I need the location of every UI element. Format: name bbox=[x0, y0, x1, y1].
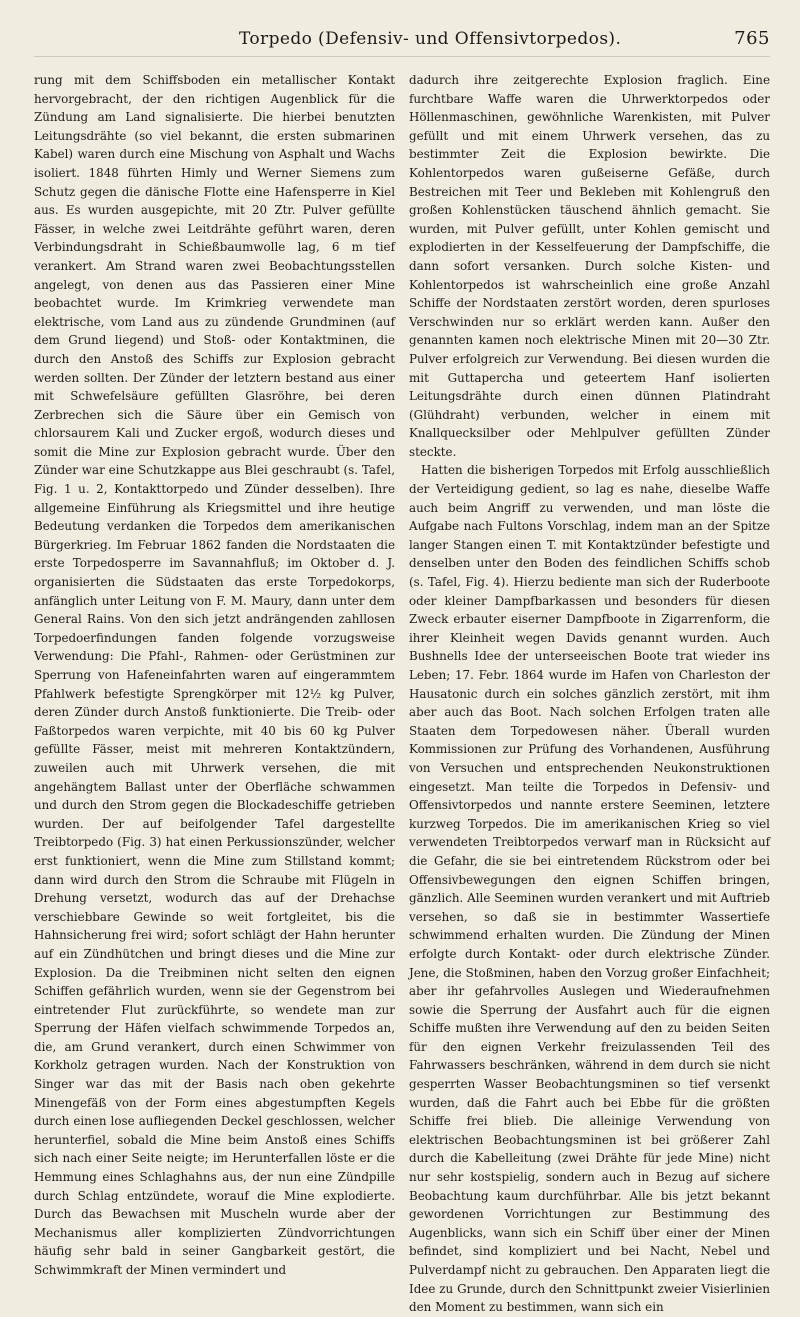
left-column bbox=[34, 71, 395, 1277]
paragraph: dadurch ihre zeitgerechte Explosion fraglich. Eine furchtbare Waffe waren die Uhrwerktorpedos oder Höllenmaschinen, gewöhnliche Warenkisten, mit Pulver gefüllt und mit einem Uhrwerk versehen, das zu bestimmter Zeit die Explosion bewirkte. Die Kohlentorpedos waren gußeiserne Gefäße, durch Bestreichen mit Teer und Bekleben mit Kohlengruß den großen Kohlenstücken täuschend ähnlich gemacht. Sie wurden, mit Pulver gefüllt, unter Kohlen gemischt und explodierten in der Kesselfeuerung der Dampfschiffe, die dann sofort versanken. Durch solche Kisten- und Kohlentorpedos ist wahrscheinlich eine große Anzahl Schiffe der Nordstaaten zerstört worden, deren spurloses Verschwinden nur so erklärt werden kann. Außer den genannten kamen noch elektrische Minen mit 20—30 Ztr. Pulver erfolgreich zur Verwendung. Bei diesen wurden die mit Guttapercha und geteertem Hanf isolierten Leitungsdrähte durch einen dünnen Platindraht (Glühdraht) verbunden, welcher in einem mit Knallquecksilber oder Mehlpulver gefüllten Zünder steckte. bbox=[409, 73, 770, 459]
page-header bbox=[34, 28, 770, 57]
text-columns bbox=[34, 71, 770, 1315]
paragraph: Hatten die bisherigen Torpedos mit Erfolg ausschließlich der Verteidigung gedient, so lag es nahe, dieselbe Waffe auch beim Angriff zu verwenden, und man löste die Aufgabe nach Fultons Vorschlag, indem man an der Spitze langer Stangen einen T. mit Kontaktzünder befestigte und denselben unter den Boden des feindlichen Schiffs schob (s. Tafel, Fig. 4). Hierzu bediente man sich der Ruderboote oder kleiner Dampfbarkassen und besonders für diesen Zweck erbauter eiserner Dampfboote in Zigarrenform, die ihrer Kleinheit wegen Davids genannt wurden. Auch Bushnells Idee der unterseeischen Boote trat wieder ins Leben; 17. Febr. 1864 wurde im Hafen von Charleston der Hausatonic durch ein solches gänzlich zerstört, mit ihm aber auch das Boot. Nach solchen Erfolgen traten alle Staaten dem Torpedowesen näher. Überall wurden Kommissionen zur Prüfung des Vorhandenen, Ausführung von Versuchen und entsprechenden Neukonstruktionen eingesetzt. Man teilte die Torpedos in Defensiv- und Offensivtorpedos und nannte erstere Seeminen, letztere kurzweg Torpedos. Die im amerikanischen Krieg so viel verwendeten Treibtorpedos verwarf man in Rücksicht auf die Gefahr, die sie bei eintretendem Rückstrom oder bei Offensivbewegungen den eignen Schiffen bringen, gänzlich. Alle Seeminen wurden verankert und mit Auftrieb versehen, so daß sie in bestimmter Wassertiefe schwimmend erhalten wurden. Die Zündung der Minen erfolgte durch Kontakt- oder durch elektrische Zünder. Jene, die Stoßminen, haben den Vorzug großer Einfachheit; aber ihr gefahrvolles Auslegen und Wiederaufnehmen sowie die Sperrung der Ausfahrt auch für die eignen Schiffe mußten ihre Verwendung auf den zu beiden Seiten für den eignen Verkehr freizulassenden Teil des Fahrwassers beschränken, während in dem durch sie nicht gesperrten Wasser Beobachtungsminen so tief versenkt wurden, daß die Fahrt auch bei Ebbe für die größten Schiffe frei blieb. Die alleinige Verwendung von elektrischen Beobachtungsminen ist bei größerer Zahl durch die Kabelleitung (zwei Drähte für jede Mine) nicht nur sehr kostspielig, sondern auch in Bezug auf sichere Beobachtung kaum durchführbar. Alle bis jetzt bekannt gewordenen Vorrichtungen zur Bestimmung des Augenblicks, wann sich ein Schiff über einer der Minen befindet, sind kompliziert und bei Nacht, Nebel und Pulverdampf nicht zu gebrauchen. Den Apparaten liegt die Idee zu Grunde, durch den Schnittpunkt zweier Visierlinien den Moment zu bestimmen, wann sich ein bbox=[409, 463, 770, 1315]
page-number: 765 bbox=[734, 28, 770, 49]
running-head: Torpedo (Defensiv- und Offensivtorpedos). bbox=[239, 29, 622, 49]
paragraph: rung mit dem Schiffsboden ein metallischer Kontakt hervorgebracht, der den richtigen Augenblick für die Zündung am Land signalisierte. Die hierbei benutzten Leitungsdrähte (so viel bekannt, die ersten submarinen Kabel) waren durch eine Mischung von Asphalt und Wachs isoliert. 1848 führten Himly und Werner Siemens zum Schutz gegen die dänische Flotte eine Hafensperre in Kiel aus. Es wurden ausgepichte, mit 20 Ztr. Pulver gefüllte Fässer, in welche zwei Leitdrähte geführt waren, deren Verbindungsdraht in Schießbaumwolle lag, 6 m tief verankert. Am Strand waren zwei Beobachtungsstellen angelegt, von denen aus das Passieren einer Mine beobachtet wurde. Im Krimkrieg verwendete man elektrische, vom Land aus zu zündende Grundminen (auf dem Grund liegend) und Stoß- oder Kontaktminen, die durch den Anstoß des Schiffs zur Explosion gebracht werden sollten. Der Zünder der letztern bestand aus einer mit Schwefelsäure gefüllten Glasröhre, bei deren Zerbrechen sich die Säure über ein Gemisch von chlorsaurem Kali und Zucker ergoß, wodurch dieses und somit die Mine zur Explosion gebracht wurde. Über den Zünder war eine Schutzkappe aus Blei geschraubt (s. Tafel, Fig. 1 u. 2, Kontakttorpedo und Zünder desselben). Ihre allgemeine Einführung als Kriegsmittel und ihre heutige Bedeutung verdanken die Torpedos dem amerikanischen Bürgerkrieg. Im Februar 1862 fanden die Nordstaaten die erste Torpedosperre im Savannahfluß; im Oktober d. J. organisierten die Südstaaten das erste Torpedokorps, anfänglich unter Leitung von F. M. Maury, dann unter dem General Rains. Von den sich jetzt andrängenden zahllosen Torpedoerfindungen fanden folgende vorzugsweise Verwendung: Die Pfahl-, Rahmen- oder Gerüstminen zur Sperrung von Hafeneinfahrten waren auf eingerammtem Pfahlwerk befestigte Sprengkörper mit 12½ kg Pulver, deren Zünder durch Anstoß funktionierte. Die Treib- oder Faßtorpedos waren verpichte, mit 40 bis 60 kg Pulver gefüllte Fässer, meist mit mehreren Kontaktzündern, zuweilen auch mit Uhrwerk versehen, die mit angehängtem Ballast unter der Oberfläche schwammen und durch den Strom gegen die Blockadeschiffe getrieben wurden. Der auf beifolgender Tafel dargestellte Treibtorpedo (Fig. 3) hat einen Perkussionszünder, welcher erst funktioniert, wenn die Mine zum Stillstand kommt; dann wird durch den Strom die Schraube mit Flügeln in Drehung versetzt, wodurch das auf der Drehachse verschiebbare Gewinde so weit fortgleitet, bis die Hahnsicherung frei wird; sofort schlägt der Hahn herunter auf ein Zündhütchen und bringt dieses und die Mine zur Explosion. Da die Treibminen nicht selten den eignen Schiffen gefährlich wurden, wenn sie der Gegenstrom bei eintretender Flut zurückführte, so wendete man zur Sperrung der Häfen vielfach schwimmende Torpedos an, die, am Grund verankert, durch einen Schwimmer von Korkholz getragen wurden. Nach der Konstruktion von Singer war das mit der Basis nach oben gekehrte Minengefäß von der Form eines abgestumpften Kegels durch einen lose aufliegenden Deckel geschlossen, welcher herunterfiel, sobald die Mine beim Anstoß eines Schiffs sich nach einer Seite neigte; im Herunterfallen löste er die Hemmung eines Schlaghahns aus, der nun eine Zündpille durch Schlag entzündete, worauf die Mine explodierte. Durch das Bewachsen mit Muscheln wurde aber der Mechanismus aller komplizierten Zündvorrichtungen häufig sehr bald in seiner Gangbarkeit gestört, die Schwimmkraft der Minen vermindert und bbox=[34, 73, 395, 1277]
right-column bbox=[409, 71, 770, 1315]
